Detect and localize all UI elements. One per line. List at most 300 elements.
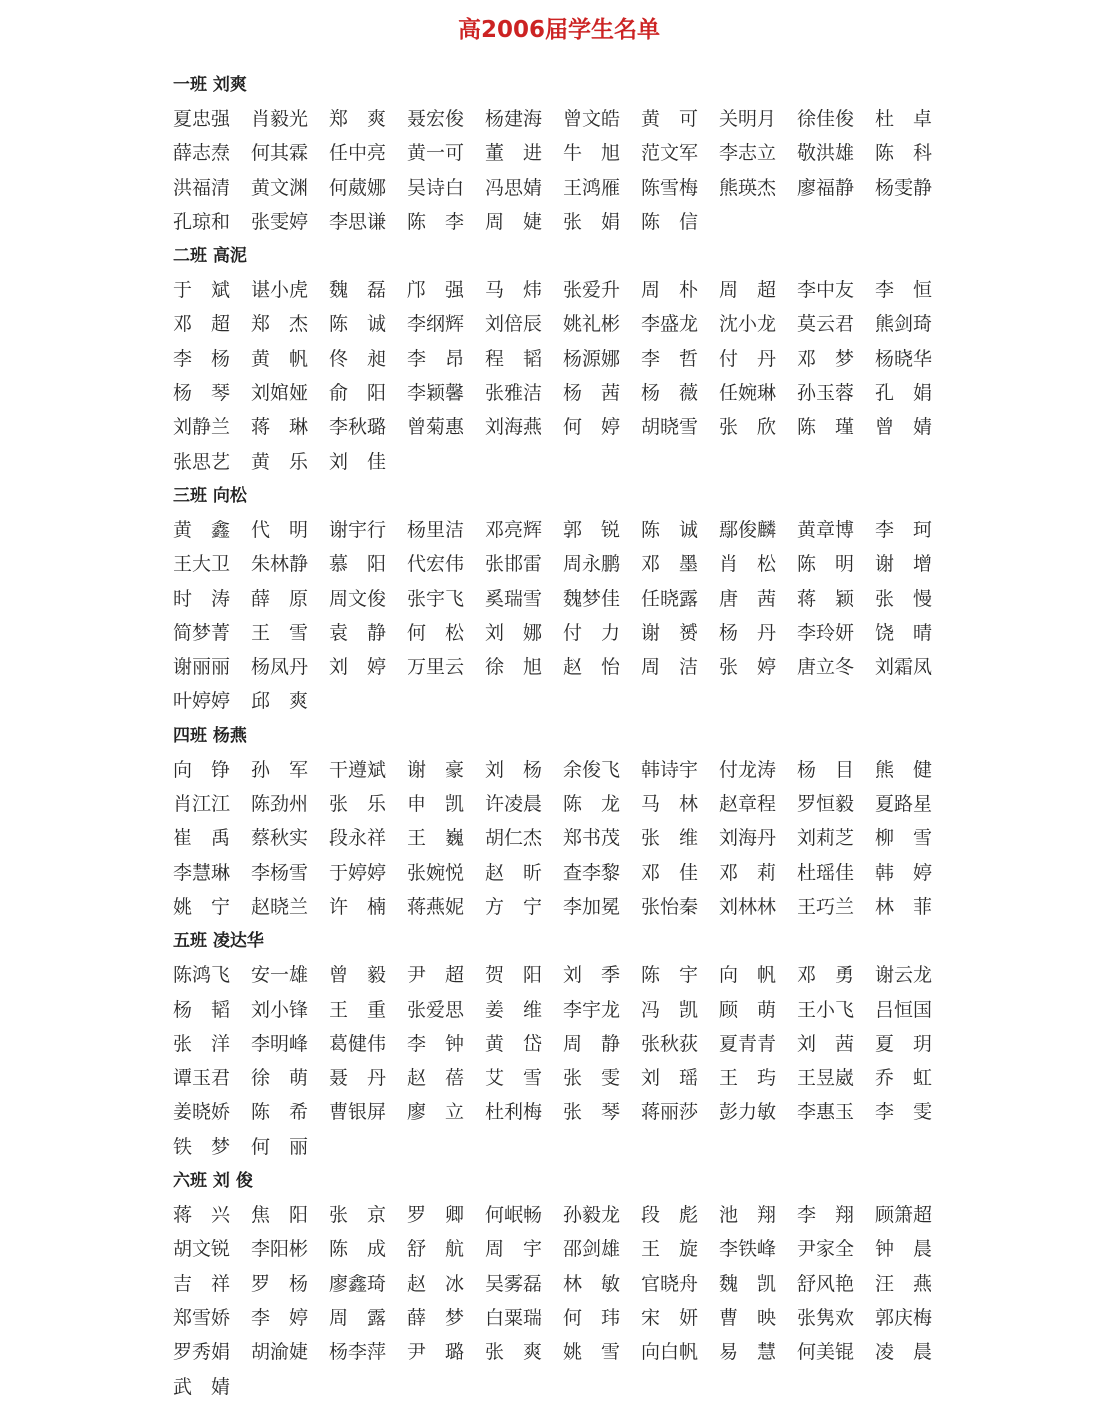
student-name: 许凌晨 — [485, 793, 543, 816]
student-name: 张 雯 — [563, 1067, 621, 1090]
student-name: 唐 茜 — [719, 587, 777, 610]
student-name: 王 雪 — [251, 621, 309, 644]
student-name: 杨 薇 — [641, 382, 699, 405]
student-name: 夏青青 — [719, 1032, 777, 1055]
student-name: 柳 雪 — [875, 827, 933, 850]
student-name: 代宏伟 — [407, 553, 465, 576]
student-name: 邓 梦 — [797, 347, 855, 370]
student-name: 吕恒国 — [875, 998, 933, 1021]
student-name: 曾文皓 — [563, 108, 621, 130]
student-name: 赵晓兰 — [251, 895, 309, 918]
student-name: 杨源娜 — [563, 347, 621, 370]
student-name: 何 玮 — [563, 1306, 621, 1329]
student-name: 洪福清 — [173, 176, 231, 199]
student-name: 谢宇行 — [329, 518, 387, 541]
student-name: 付 力 — [563, 621, 621, 644]
student-name: 刘莉芝 — [797, 827, 855, 850]
student-name: 姚礼彬 — [563, 313, 621, 336]
student-name: 蔡秋实 — [251, 827, 309, 850]
student-name: 魏梦佳 — [563, 587, 621, 610]
page-title: 高2006届学生名单 — [457, 17, 660, 43]
student-name: 李 恒 — [875, 279, 933, 302]
student-name-grid — [173, 102, 943, 239]
student-name: 张思艺 — [173, 450, 231, 473]
student-name: 葛健伟 — [329, 1032, 387, 1055]
student-name: 向 帆 — [719, 964, 777, 987]
student-name: 王 重 — [329, 998, 387, 1021]
student-name: 范文军 — [641, 142, 699, 165]
student-name: 俞 阳 — [329, 382, 387, 405]
student-name: 罗恒毅 — [797, 793, 855, 816]
student-name: 关明月 — [719, 108, 777, 130]
student-name: 杨 琴 — [173, 382, 231, 405]
student-name: 周 洁 — [641, 656, 699, 679]
class-section — [173, 479, 943, 719]
student-name: 杨 韬 — [173, 998, 231, 1021]
student-name: 郭 锐 — [563, 518, 621, 541]
student-name: 刘 茜 — [797, 1032, 855, 1055]
student-name: 张 慢 — [875, 587, 933, 610]
student-name: 杜利梅 — [485, 1101, 543, 1124]
student-name: 邓 勇 — [797, 964, 855, 987]
student-name: 谢 赟 — [641, 621, 699, 644]
student-name: 何美锟 — [797, 1341, 855, 1364]
student-name: 曹 映 — [719, 1306, 777, 1329]
student-name: 刘海燕 — [485, 416, 543, 439]
student-name: 黄 可 — [641, 108, 699, 130]
student-name: 邝 强 — [407, 279, 465, 302]
student-name: 易 慧 — [719, 1341, 777, 1364]
student-name: 乔 虹 — [875, 1067, 933, 1090]
student-name: 刘倍辰 — [485, 313, 543, 336]
student-name: 刘海丹 — [719, 827, 777, 850]
student-name: 张 欣 — [719, 416, 777, 439]
student-name: 邓 佳 — [641, 861, 699, 884]
student-name: 谢 增 — [875, 553, 933, 576]
student-name: 陈 瑾 — [797, 416, 855, 439]
student-name: 魏 凯 — [719, 1272, 777, 1295]
class-header: 三班 向松 — [173, 485, 247, 506]
student-name: 张 婷 — [719, 656, 777, 679]
student-name: 郑 爽 — [329, 108, 387, 130]
student-name: 孔琼和 — [173, 210, 231, 233]
student-name: 黄一可 — [407, 142, 465, 165]
student-name-grid — [173, 273, 943, 479]
student-name: 尹 璐 — [407, 1341, 465, 1364]
student-name: 张宇飞 — [407, 587, 465, 610]
student-name: 李 钟 — [407, 1032, 465, 1055]
student-name: 陈 李 — [407, 210, 465, 233]
student-name: 薛 原 — [251, 587, 309, 610]
student-name: 王 旋 — [641, 1238, 699, 1261]
class-header: 一班 刘爽 — [173, 75, 247, 95]
student-name: 张 乐 — [329, 793, 387, 816]
student-name: 尹家全 — [797, 1238, 855, 1261]
student-name: 牛 旭 — [563, 142, 621, 165]
student-name: 干遵斌 — [329, 758, 387, 781]
student-name: 顾箫超 — [875, 1204, 933, 1227]
student-name: 何 松 — [407, 621, 465, 644]
student-name: 陈 诚 — [641, 518, 699, 541]
student-name: 艾 雪 — [485, 1067, 543, 1090]
student-name: 向 铮 — [173, 758, 231, 781]
student-name: 王昱崴 — [797, 1067, 855, 1090]
student-name: 何 婷 — [563, 416, 621, 439]
student-name: 周 静 — [563, 1032, 621, 1055]
student-name: 许 楠 — [329, 895, 387, 918]
student-name: 蒋 颖 — [797, 587, 855, 610]
student-name: 周 超 — [719, 279, 777, 302]
student-name: 孙毅龙 — [563, 1204, 621, 1227]
student-name: 焦 阳 — [251, 1204, 309, 1227]
student-name: 张 洋 — [173, 1032, 231, 1055]
student-name: 肖毅光 — [251, 108, 309, 130]
student-name: 陈雪梅 — [641, 176, 699, 199]
student-name: 张 维 — [641, 827, 699, 850]
student-name: 王鸿雁 — [563, 176, 621, 199]
student-name: 程 韬 — [485, 347, 543, 370]
student-name: 陈鸿飞 — [173, 964, 231, 987]
student-name: 邓 超 — [173, 313, 231, 336]
student-name: 邓 莉 — [719, 861, 777, 884]
student-name: 李 婷 — [251, 1306, 309, 1329]
student-name: 尹 超 — [407, 964, 465, 987]
student-name: 夏 玥 — [875, 1032, 933, 1055]
student-name: 魏 磊 — [329, 279, 387, 302]
student-name: 曾 婧 — [875, 416, 933, 439]
student-name: 彭力敏 — [719, 1101, 777, 1124]
student-name-grid — [173, 958, 943, 1164]
student-name: 周 露 — [329, 1306, 387, 1329]
student-name: 蒋 琳 — [251, 416, 309, 439]
student-name: 李思谦 — [329, 210, 387, 233]
student-name: 李盛龙 — [641, 313, 699, 336]
student-name: 武 婧 — [173, 1375, 231, 1398]
student-name: 舒 航 — [407, 1238, 465, 1261]
student-name: 张 娟 — [563, 210, 621, 233]
student-name: 李 杨 — [173, 347, 231, 370]
student-name: 余俊飞 — [563, 758, 621, 781]
student-name: 谢 豪 — [407, 758, 465, 781]
student-name: 方 宁 — [485, 895, 543, 918]
student-name: 杨 茜 — [563, 382, 621, 405]
student-name: 罗秀娟 — [173, 1341, 231, 1364]
student-name: 王小飞 — [797, 998, 855, 1021]
student-name: 佟 昶 — [329, 347, 387, 370]
student-name: 李 昂 — [407, 347, 465, 370]
student-name: 张爱思 — [407, 998, 465, 1021]
student-name: 陈 信 — [641, 210, 699, 233]
student-name: 杨李萍 — [329, 1341, 387, 1364]
student-name: 徐 萌 — [251, 1067, 309, 1090]
student-name: 李 雯 — [875, 1101, 933, 1124]
student-name: 马 林 — [641, 793, 699, 816]
student-name: 韩诗宇 — [641, 758, 699, 781]
student-name: 奚瑞雪 — [485, 587, 543, 610]
student-name: 邓亮辉 — [485, 518, 543, 541]
student-name: 李玲妍 — [797, 621, 855, 644]
student-name: 李杨雪 — [251, 861, 309, 884]
student-name: 聂宏俊 — [407, 108, 465, 130]
student-name: 贺 阳 — [485, 964, 543, 987]
student-name: 李 珂 — [875, 518, 933, 541]
student-name: 汪 燕 — [875, 1272, 933, 1295]
student-name: 陈 明 — [797, 553, 855, 576]
student-name: 凌 晨 — [875, 1341, 933, 1364]
student-name: 陈 龙 — [563, 793, 621, 816]
student-name: 慕 阳 — [329, 553, 387, 576]
student-name: 周文俊 — [329, 587, 387, 610]
student-name: 何 丽 — [251, 1135, 309, 1158]
student-name: 李志立 — [719, 142, 777, 165]
student-name: 李加冕 — [563, 895, 621, 918]
student-name: 薛志焘 — [173, 142, 231, 165]
student-name: 林 菲 — [875, 895, 933, 918]
student-name: 袁 静 — [329, 621, 387, 644]
student-name: 池 翔 — [719, 1204, 777, 1227]
student-name: 刘 瑶 — [641, 1067, 699, 1090]
student-name: 张雯婷 — [251, 210, 309, 233]
student-name-grid — [173, 753, 943, 924]
student-name: 安一雄 — [251, 964, 309, 987]
student-name: 李惠玉 — [797, 1101, 855, 1124]
class-section — [173, 719, 943, 924]
student-name: 赵 蓓 — [407, 1067, 465, 1090]
student-name: 刘静兰 — [173, 416, 231, 439]
student-name: 杜瑶佳 — [797, 861, 855, 884]
student-name: 张邯雷 — [485, 553, 543, 576]
student-name: 张 爽 — [485, 1341, 543, 1364]
student-name: 周 婕 — [485, 210, 543, 233]
class-section — [173, 924, 943, 1164]
student-name: 杨 丹 — [719, 621, 777, 644]
student-name: 陈 诚 — [329, 313, 387, 336]
student-name: 林 敏 — [563, 1272, 621, 1295]
student-name: 周永鹏 — [563, 553, 621, 576]
student-name: 黄 岱 — [485, 1032, 543, 1055]
student-name: 张雅洁 — [485, 382, 543, 405]
student-name: 张怡秦 — [641, 895, 699, 918]
student-name: 李阳彬 — [251, 1238, 309, 1261]
class-section — [173, 239, 943, 479]
student-name: 李颖馨 — [407, 382, 465, 405]
student-name: 徐佳俊 — [797, 108, 855, 130]
student-name: 熊剑琦 — [875, 313, 933, 336]
student-name: 任中亮 — [329, 142, 387, 165]
student-name: 时 涛 — [173, 587, 231, 610]
student-name: 万里云 — [407, 656, 465, 679]
student-name: 黄 乐 — [251, 450, 309, 473]
student-name: 薛 梦 — [407, 1306, 465, 1329]
student-name: 黄 帆 — [251, 347, 309, 370]
student-name: 郭庆梅 — [875, 1306, 933, 1329]
student-name: 代 明 — [251, 518, 309, 541]
student-name: 罗 卿 — [407, 1204, 465, 1227]
student-name: 李慧琳 — [173, 861, 231, 884]
class-header: 二班 高泥 — [173, 246, 247, 267]
student-name: 李 哲 — [641, 347, 699, 370]
student-name: 杨晓华 — [875, 347, 933, 370]
student-name: 赵 怡 — [563, 656, 621, 679]
student-name: 唐立冬 — [797, 656, 855, 679]
class-section — [173, 1164, 943, 1404]
student-name: 李宇龙 — [563, 998, 621, 1021]
student-name: 王大卫 — [173, 553, 231, 576]
student-name: 谢云龙 — [875, 964, 933, 987]
student-name: 胡文锐 — [173, 1238, 231, 1261]
student-name: 官晓舟 — [641, 1272, 699, 1295]
student-name: 姜 维 — [485, 998, 543, 1021]
student-name: 何葳娜 — [329, 176, 387, 199]
student-name: 铁 梦 — [173, 1135, 231, 1158]
student-name: 曾 毅 — [329, 964, 387, 987]
student-name: 胡仁杰 — [485, 827, 543, 850]
student-name: 于 斌 — [173, 279, 231, 302]
student-name: 姚 宁 — [173, 895, 231, 918]
student-name: 郑书茂 — [563, 827, 621, 850]
student-name: 钟 晨 — [875, 1238, 933, 1261]
student-name: 黄文渊 — [251, 176, 309, 199]
student-name: 吴诗白 — [407, 176, 465, 199]
student-name: 王巧兰 — [797, 895, 855, 918]
student-name: 叶婷婷 — [173, 690, 231, 713]
student-name: 周 宇 — [485, 1238, 543, 1261]
student-name: 刘婠娅 — [251, 382, 309, 405]
student-name: 鄢俊麟 — [719, 518, 777, 541]
student-name: 熊瑛杰 — [719, 176, 777, 199]
student-name: 李纲辉 — [407, 313, 465, 336]
student-name: 陈 希 — [251, 1101, 309, 1124]
class-header: 四班 杨燕 — [173, 725, 247, 746]
student-name: 冯 凯 — [641, 998, 699, 1021]
class-header: 五班 凌达华 — [173, 931, 264, 952]
student-name: 敬洪雄 — [797, 142, 855, 165]
student-name: 蒋燕妮 — [407, 895, 465, 918]
student-name: 孙 军 — [251, 758, 309, 781]
student-name: 陈 科 — [875, 142, 933, 165]
student-name: 张 京 — [329, 1204, 387, 1227]
student-name: 刘 佳 — [329, 450, 387, 473]
student-name: 刘林林 — [719, 895, 777, 918]
student-name: 马 炜 — [485, 279, 543, 302]
student-name: 朱林静 — [251, 553, 309, 576]
student-name: 曹银屏 — [329, 1101, 387, 1124]
student-name: 熊 健 — [875, 758, 933, 781]
student-name: 罗 杨 — [251, 1272, 309, 1295]
student-name: 黄 鑫 — [173, 518, 231, 541]
student-name: 夏忠强 — [173, 108, 231, 130]
student-name: 李秋璐 — [329, 416, 387, 439]
student-name: 李铁峰 — [719, 1238, 777, 1261]
student-name-grid — [173, 1198, 943, 1404]
student-name: 邵剑雄 — [563, 1238, 621, 1261]
student-name: 谌小虎 — [251, 279, 309, 302]
student-name: 陈 成 — [329, 1238, 387, 1261]
student-name: 王 玙 — [719, 1067, 777, 1090]
student-name: 李 翔 — [797, 1204, 855, 1227]
student-name: 赵章程 — [719, 793, 777, 816]
student-name: 何岷畅 — [485, 1204, 543, 1227]
student-name: 申 凯 — [407, 793, 465, 816]
student-name: 孔 娟 — [875, 382, 933, 405]
student-name: 任婉琳 — [719, 382, 777, 405]
student-name: 吉 祥 — [173, 1272, 231, 1295]
student-name: 李明峰 — [251, 1032, 309, 1055]
student-name: 杜 卓 — [875, 108, 933, 130]
student-name: 沈小龙 — [719, 313, 777, 336]
student-name: 张 琴 — [563, 1101, 621, 1124]
student-name: 谢丽丽 — [173, 656, 231, 679]
student-name: 何其霖 — [251, 142, 309, 165]
student-name: 顾 萌 — [719, 998, 777, 1021]
student-name: 付 丹 — [719, 347, 777, 370]
student-name: 刘 娜 — [485, 621, 543, 644]
student-name: 杨建海 — [485, 108, 543, 130]
student-name: 胡晓雪 — [641, 416, 699, 439]
student-name: 廖 立 — [407, 1101, 465, 1124]
student-name: 饶 晴 — [875, 621, 933, 644]
student-name: 肖江江 — [173, 793, 231, 816]
student-name: 刘霜凤 — [875, 656, 933, 679]
student-name: 刘小锋 — [251, 998, 309, 1021]
student-name: 邱 爽 — [251, 690, 309, 713]
student-name: 简梦菁 — [173, 621, 231, 644]
student-name: 王 巍 — [407, 827, 465, 850]
student-name: 胡渝婕 — [251, 1341, 309, 1364]
student-name: 郑 杰 — [251, 313, 309, 336]
student-name: 徐 旭 — [485, 656, 543, 679]
student-name: 杨雯静 — [875, 176, 933, 199]
student-name: 段 彪 — [641, 1204, 699, 1227]
student-name: 刘 季 — [563, 964, 621, 987]
student-name: 周 朴 — [641, 279, 699, 302]
student-name: 杨 目 — [797, 758, 855, 781]
student-name: 向白帆 — [641, 1341, 699, 1364]
student-name: 曾菊惠 — [407, 416, 465, 439]
student-name: 孙玉蓉 — [797, 382, 855, 405]
student-name: 廖鑫琦 — [329, 1272, 387, 1295]
student-name: 莫云君 — [797, 313, 855, 336]
student-name-grid — [173, 513, 943, 719]
student-name: 崔 禹 — [173, 827, 231, 850]
student-name: 聂 丹 — [329, 1067, 387, 1090]
student-name: 任晓露 — [641, 587, 699, 610]
student-name: 杨凤丹 — [251, 656, 309, 679]
student-name: 白粟瑞 — [485, 1306, 543, 1329]
student-name: 姜晓娇 — [173, 1101, 231, 1124]
student-name: 张隽欢 — [797, 1306, 855, 1329]
student-name: 姚 雪 — [563, 1341, 621, 1364]
student-name: 刘 杨 — [485, 758, 543, 781]
student-name: 张爱升 — [563, 279, 621, 302]
class-section — [173, 68, 943, 239]
student-name: 廖福静 — [797, 176, 855, 199]
student-name: 黄章博 — [797, 518, 855, 541]
student-name: 宋 妍 — [641, 1306, 699, 1329]
student-name: 董 进 — [485, 142, 543, 165]
student-name: 付龙涛 — [719, 758, 777, 781]
student-name: 杨里洁 — [407, 518, 465, 541]
student-name: 查李黎 — [563, 861, 621, 884]
student-name: 吴雾磊 — [485, 1272, 543, 1295]
student-name: 段永祥 — [329, 827, 387, 850]
student-name: 韩 婷 — [875, 861, 933, 884]
class-list — [173, 68, 943, 1404]
student-name: 蒋 兴 — [173, 1204, 231, 1227]
student-name: 李中友 — [797, 279, 855, 302]
student-name: 于婷婷 — [329, 861, 387, 884]
student-name: 夏路星 — [875, 793, 933, 816]
